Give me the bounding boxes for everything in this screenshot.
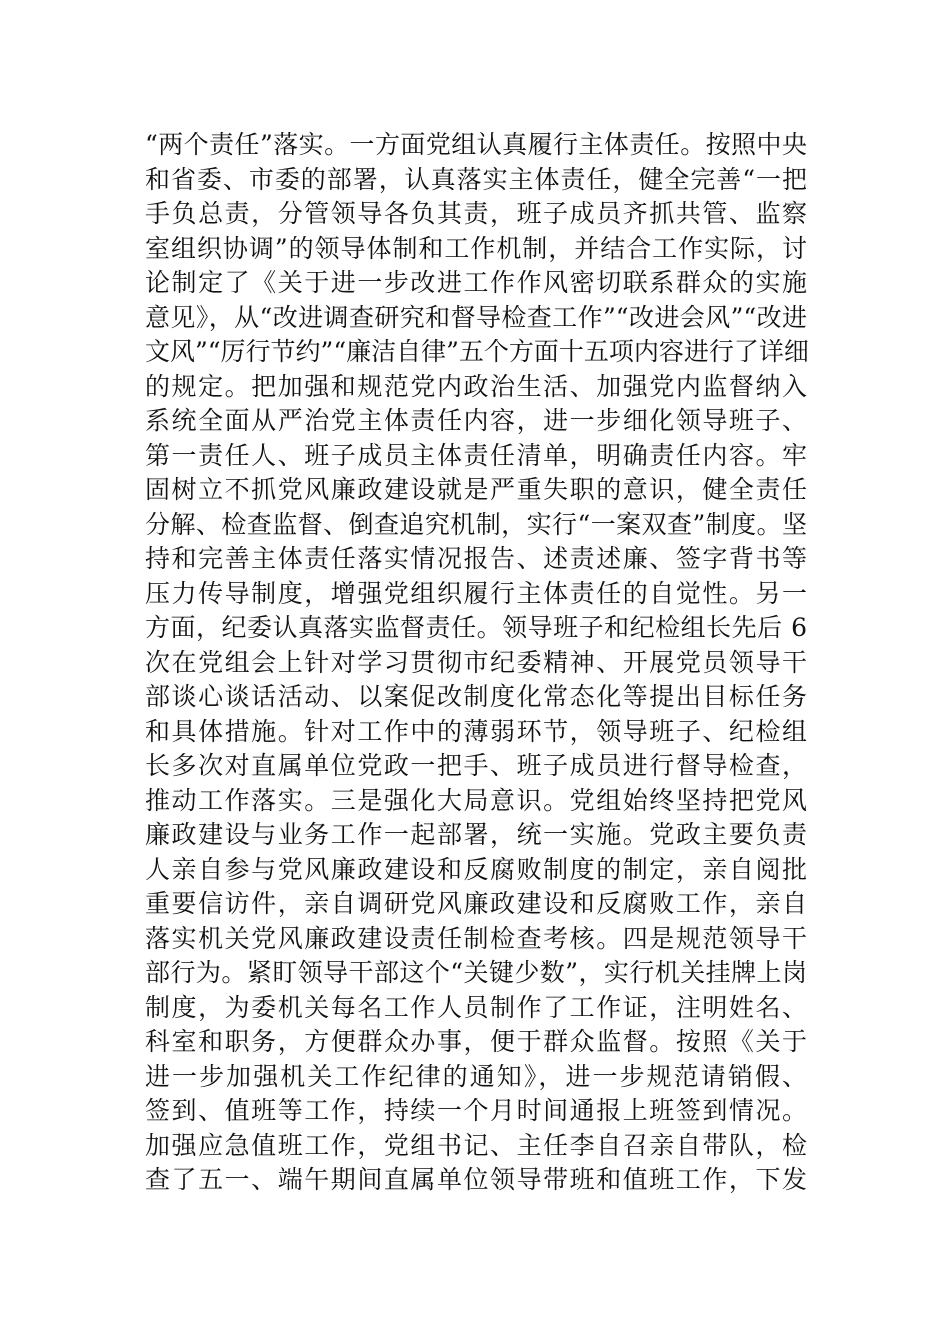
text-line: “两个责任”落实。一方面党组认真履行主体责任。按照中央 [145,130,807,159]
text-line: 人亲自参与党风廉政建设和反腐败制度的制定，亲自阅批 [145,854,807,884]
text-line: 进一步加强机关工作纪律的通知》，进一步规范请销假、 [145,1061,807,1091]
text-line: 和省委、市委的部署，认真落实主体责任，健全完善“一把 [145,164,807,194]
text-line: 意见》，从“改进调查研究和督导检查工作”“改进会风”“改进 [145,302,807,332]
text-line: 固树立不抓党风廉政建设就是严重失职的意识，健全责任 [145,475,807,504]
text-line: 第一责任人、班子成员主体责任清单，明确责任内容。牢 [145,440,807,470]
text-line: 签到、值班等工作，持续一个月时间通报上班签到情况。 [145,1096,807,1125]
text-line: 文风”“厉行节约”“廉洁自律”五个方面十五项内容进行了详细 [145,337,809,366]
text-line: 系统全面从严治党主体责任内容，进一步细化领导班子、 [145,406,807,435]
text-line: 廉政建设与业务工作一起部署，统一实施。党政主要负责 [145,820,807,849]
text-line: 部谈心谈话活动、以案促改制度化常态化等提出目标任务 [145,682,807,711]
text-line: 重要信访件，亲自调研党风廉政建设和反腐败工作，亲自 [145,889,807,918]
text-line: 推动工作落实。三是强化大局意识。党组始终坚持把党风 [145,785,807,815]
text-line: 压力传导制度，增强党组织履行主体责任的自觉性。另一 [145,578,807,608]
text-line: 制度，为委机关每名工作人员制作了工作证，注明姓名、 [145,992,807,1022]
text-line: 持和完善主体责任落实情况报告、述责述廉、签字背书等 [145,544,807,573]
text-line: 的规定。把加强和规范党内政治生活、加强党内监督纳入 [145,371,807,401]
text-line: 方面，纪委认真落实监督责任。领导班子和纪检组长先后 6 [145,613,807,642]
text-line: 部行为。紧盯领导干部这个“关键少数”，实行机关挂牌上岗 [145,958,807,987]
text-line: 和具体措施。针对工作中的薄弱环节，领导班子、纪检组 [145,716,807,746]
text-line: 科室和职务，方便群众办事，便于群众监督。按照《关于 [145,1027,807,1056]
text-line: 论制定了《关于进一步改进工作作风密切联系群众的实施 [145,268,807,297]
text-line: 手负总责，分管领导各负其责，班子成员齐抓共管、监察 [145,199,807,228]
text-line: 长多次对直属单位党政一把手、班子成员进行督导检查， [145,751,807,780]
text-line: 次在党组会上针对学习贯彻市纪委精神、开展党员领导干 [145,647,807,677]
text-line: 加强应急值班工作，党组书记、主任李自召亲自带队，检 [145,1130,807,1160]
text-line: 分解、检查监督、倒查追究机制，实行“一案双查”制度。坚 [145,509,807,539]
text-line: 落实机关党风廉政建设责任制检查考核。四是规范领导干 [145,923,807,953]
body-paragraph [145,128,807,1198]
text-line: 查了五一、端午期间直属单位领导带班和值班工作，下发 [145,1165,807,1194]
text-line: 室组织协调”的领导体制和工作机制，并结合工作实际，讨 [145,233,807,263]
